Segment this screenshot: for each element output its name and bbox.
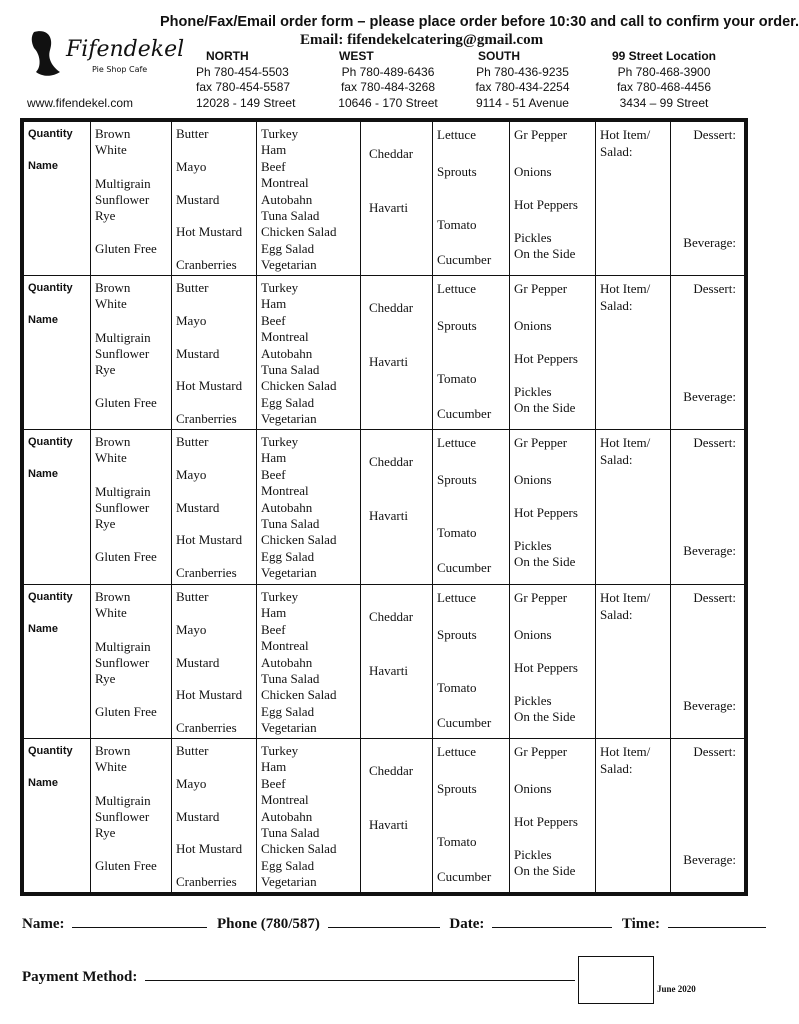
location-fax: fax 780-454-5587 [196, 80, 291, 94]
topping-hot-peppers: Hot Peppers [514, 813, 578, 829]
date-label: Date: [449, 916, 485, 932]
filling-vegetarian: Vegetarian [261, 411, 317, 427]
topping-onions: Onions [514, 626, 552, 642]
bread-brown: Brown [95, 588, 131, 604]
veg-lettuce: Lettuce [437, 589, 476, 605]
order-cell[interactable] [361, 430, 433, 584]
bread-gluten-free: Gluten Free [95, 857, 157, 873]
order-cell[interactable] [433, 738, 510, 892]
filling-vegetarian: Vegetarian [261, 719, 317, 735]
date-field[interactable] [492, 913, 612, 928]
bread-gluten-free: Gluten Free [95, 549, 157, 565]
topping-on-the-side: On the Side [514, 246, 576, 261]
veg-sprouts: Sprouts [437, 164, 477, 179]
bread-gluten-free: Gluten Free [95, 241, 157, 256]
filling-ham: Ham [261, 604, 287, 620]
beverage-label: Beverage: [683, 389, 736, 405]
order-cell[interactable] [510, 276, 596, 430]
bread-rye: Rye [95, 824, 116, 840]
bread-sunflower: Sunflower [95, 192, 150, 207]
veg-sprouts: Sprouts [437, 318, 477, 334]
location-name: WEST [339, 49, 374, 63]
cheese-havarti: Havarti [369, 508, 408, 524]
filling-beef: Beef [261, 313, 286, 329]
topping-gr-pepper: Gr Pepper [514, 589, 568, 605]
order-form-table [20, 118, 748, 896]
order-cell[interactable] [671, 738, 745, 892]
topping-onions: Onions [514, 780, 552, 796]
topping-gr-pepper: Gr Pepper [514, 435, 568, 451]
order-row [24, 430, 745, 584]
spread-hot-mustard: Hot Mustard [176, 840, 243, 856]
filling-egg-salad: Egg Salad [261, 395, 315, 411]
time-label: Time: [621, 916, 660, 932]
location-address: 10646 - 170 Street [338, 95, 438, 110]
spread-mayo: Mayo [176, 159, 207, 174]
location-fax: fax 780-468-4456 [616, 80, 712, 94]
veg-lettuce: Lettuce [437, 743, 476, 759]
spread-mustard: Mustard [176, 192, 220, 207]
catering-email: Email: fifendekelcatering@gmail.com [300, 32, 544, 48]
bread-brown: Brown [95, 280, 131, 296]
order-cell[interactable] [172, 584, 257, 738]
beverage-label: Beverage: [683, 543, 736, 559]
order-cell[interactable] [257, 430, 361, 584]
bread-multigrain: Multigrain [95, 176, 151, 191]
bread-brown: Brown [95, 126, 131, 141]
form-revision-date: June 2020 [657, 984, 696, 994]
filling-turkey: Turkey [261, 126, 299, 141]
location-address: 9114 - 51 Avenue [476, 95, 569, 110]
topping-on-the-side: On the Side [514, 708, 576, 724]
filling-ham: Ham [261, 296, 287, 312]
bread-rye: Rye [95, 362, 116, 378]
order-cell[interactable] [257, 276, 361, 430]
topping-gr-pepper: Gr Pepper [514, 281, 568, 297]
spread-mustard: Mustard [176, 500, 220, 516]
filling-chicken-salad: Chicken Salad [261, 532, 337, 548]
topping-pickles: Pickles [514, 846, 552, 862]
name-label: Name [28, 160, 58, 172]
topping-hot-peppers: Hot Peppers [514, 351, 578, 367]
veg-tomato: Tomato [437, 833, 477, 849]
topping-pickles: Pickles [514, 692, 552, 708]
filling-autobahn: Autobahn [261, 192, 313, 207]
order-cell[interactable] [510, 738, 596, 892]
filling-autobahn: Autobahn [261, 346, 313, 362]
hot-item-label: Hot Item/ [600, 281, 651, 297]
location-phone: Ph 780-454-5503 [196, 64, 289, 79]
location-phone: Ph 780-436-9235 [476, 64, 569, 79]
filling-chicken-salad: Chicken Salad [261, 224, 337, 239]
order-cell[interactable] [433, 276, 510, 430]
filling-chicken-salad: Chicken Salad [261, 840, 337, 856]
topping-pickles: Pickles [514, 384, 552, 400]
order-cell[interactable] [91, 122, 172, 276]
veg-cucumber: Cucumber [437, 560, 492, 576]
beverage-label: Beverage: [683, 851, 736, 867]
bread-white: White [95, 604, 127, 620]
bread-sunflower: Sunflower [95, 500, 150, 516]
order-row [24, 122, 745, 276]
quantity-label: Quantity [28, 744, 73, 757]
phone-label: Phone (780/587) [216, 916, 320, 932]
veg-cucumber: Cucumber [437, 406, 492, 422]
name-label: Name: [22, 916, 65, 932]
bread-sunflower: Sunflower [95, 654, 150, 670]
hot-item-label: Hot Item/ [600, 743, 651, 759]
order-cell[interactable] [671, 584, 745, 738]
filling-chicken-salad: Chicken Salad [261, 378, 337, 394]
beverage-label: Beverage: [683, 697, 736, 713]
quantity-label: Quantity [28, 436, 73, 449]
quantity-label: Quantity [28, 590, 73, 603]
location-north [196, 49, 296, 111]
filling-beef: Beef [261, 621, 286, 637]
filling-tuna-salad: Tuna Salad [261, 516, 320, 532]
filling-beef: Beef [261, 775, 286, 791]
location-fax: fax 780-434-2254 [475, 80, 570, 94]
filling-beef: Beef [261, 467, 286, 483]
time-field[interactable] [668, 913, 766, 928]
footer-name-row [22, 913, 766, 933]
filling-egg-salad: Egg Salad [261, 241, 315, 256]
veg-lettuce: Lettuce [437, 281, 476, 297]
bread-multigrain: Multigrain [95, 638, 151, 654]
spread-hot-mustard: Hot Mustard [176, 224, 243, 239]
veg-tomato: Tomato [437, 679, 477, 695]
beverage-label: Beverage: [683, 235, 736, 250]
filling-ham: Ham [261, 142, 287, 157]
order-cell[interactable] [172, 276, 257, 430]
salad-label: Salad: [600, 606, 633, 622]
filling-montreal: Montreal [261, 329, 309, 345]
order-cell[interactable] [257, 122, 361, 276]
filling-ham: Ham [261, 758, 287, 774]
name-label: Name [28, 776, 58, 789]
footer-payment-row [22, 966, 575, 986]
filling-tuna-salad: Tuna Salad [261, 824, 320, 840]
salad-label: Salad: [600, 452, 633, 468]
cheese-cheddar: Cheddar [369, 300, 414, 316]
spread-cranberries: Cranberries [176, 257, 237, 272]
filling-vegetarian: Vegetarian [261, 565, 317, 581]
filling-beef: Beef [261, 159, 286, 174]
order-cell[interactable] [24, 276, 91, 430]
location-phone: Ph 780-489-6436 [341, 64, 435, 79]
filling-tuna-salad: Tuna Salad [261, 208, 320, 223]
filling-autobahn: Autobahn [261, 654, 313, 670]
filling-chicken-salad: Chicken Salad [261, 686, 337, 702]
filling-vegetarian: Vegetarian [261, 873, 317, 889]
office-use-box[interactable] [578, 956, 654, 1004]
cheese-cheddar: Cheddar [369, 762, 414, 778]
order-cell[interactable] [91, 584, 172, 738]
spread-butter: Butter [176, 588, 209, 604]
order-cell[interactable] [257, 738, 361, 892]
filling-egg-salad: Egg Salad [261, 703, 315, 719]
filling-tuna-salad: Tuna Salad [261, 362, 320, 378]
order-cell[interactable] [433, 584, 510, 738]
topping-hot-peppers: Hot Peppers [514, 197, 578, 212]
location-name: NORTH [206, 49, 249, 63]
logo-wordmark: Fifendekel [66, 37, 185, 62]
dessert-label: Dessert: [693, 127, 736, 142]
dessert-label: Dessert: [693, 281, 736, 297]
order-row [24, 738, 745, 892]
filling-turkey: Turkey [261, 280, 299, 296]
order-cell[interactable] [361, 276, 433, 430]
order-cell[interactable] [596, 584, 671, 738]
cheese-havarti: Havarti [369, 200, 408, 215]
bread-brown: Brown [95, 434, 131, 450]
hot-item-label: Hot Item/ [600, 127, 651, 142]
spread-butter: Butter [176, 126, 209, 141]
topping-pickles: Pickles [514, 230, 552, 245]
topping-onions: Onions [514, 164, 552, 179]
spread-mustard: Mustard [176, 346, 220, 362]
cheese-havarti: Havarti [369, 816, 408, 832]
spread-butter: Butter [176, 742, 209, 758]
quantity-label: Quantity [28, 282, 73, 295]
location-name: 99 Street Location [611, 49, 717, 63]
filling-montreal: Montreal [261, 175, 309, 190]
bread-gluten-free: Gluten Free [95, 395, 157, 411]
order-cell[interactable] [510, 584, 596, 738]
name-label: Name [28, 314, 58, 327]
spread-hot-mustard: Hot Mustard [176, 532, 243, 548]
spread-mayo: Mayo [176, 467, 207, 483]
order-cell[interactable] [433, 430, 510, 584]
bread-multigrain: Multigrain [95, 330, 151, 346]
order-row [24, 276, 745, 430]
name-label: Name [28, 622, 58, 635]
bread-rye: Rye [95, 208, 116, 223]
veg-sprouts: Sprouts [437, 780, 477, 796]
spread-cranberries: Cranberries [176, 565, 237, 581]
order-cell[interactable] [596, 122, 671, 276]
order-cell[interactable] [510, 122, 596, 276]
filling-turkey: Turkey [261, 742, 299, 758]
spread-butter: Butter [176, 434, 209, 450]
bread-rye: Rye [95, 516, 116, 532]
veg-cucumber: Cucumber [437, 252, 492, 267]
hot-item-label: Hot Item/ [600, 589, 651, 605]
filling-egg-salad: Egg Salad [261, 857, 315, 873]
order-cell[interactable] [433, 122, 510, 276]
veg-sprouts: Sprouts [437, 626, 477, 642]
veg-lettuce: Lettuce [437, 435, 476, 451]
order-cell[interactable] [172, 738, 257, 892]
filling-montreal: Montreal [261, 637, 309, 653]
bread-multigrain: Multigrain [95, 792, 151, 808]
bread-white: White [95, 450, 127, 466]
salad-label: Salad: [600, 760, 633, 776]
spread-butter: Butter [176, 280, 209, 296]
bread-rye: Rye [95, 670, 116, 686]
fifendekel-logo [30, 28, 185, 88]
quantity-label: Quantity [28, 128, 73, 140]
spread-mayo: Mayo [176, 621, 207, 637]
cheese-cheddar: Cheddar [369, 146, 414, 161]
name-field[interactable] [72, 913, 207, 928]
filling-turkey: Turkey [261, 588, 299, 604]
topping-on-the-side: On the Side [514, 400, 576, 416]
veg-tomato: Tomato [437, 371, 477, 387]
salad-label: Salad: [600, 298, 633, 314]
order-cell[interactable] [91, 430, 172, 584]
order-cell[interactable] [24, 430, 91, 584]
order-cell[interactable] [671, 276, 745, 430]
spread-cranberries: Cranberries [176, 719, 237, 735]
order-cell[interactable] [91, 276, 172, 430]
spread-mustard: Mustard [176, 654, 220, 670]
filling-vegetarian: Vegetarian [261, 257, 317, 272]
bread-brown: Brown [95, 742, 131, 758]
phone-field[interactable] [328, 913, 440, 928]
dessert-label: Dessert: [693, 743, 736, 759]
topping-gr-pepper: Gr Pepper [514, 127, 568, 142]
dessert-label: Dessert: [693, 435, 736, 451]
order-cell[interactable] [257, 584, 361, 738]
topping-on-the-side: On the Side [514, 862, 576, 878]
hot-item-label: Hot Item/ [600, 435, 651, 451]
cheese-cheddar: Cheddar [369, 608, 414, 624]
order-cell[interactable] [596, 276, 671, 430]
spread-mayo: Mayo [176, 313, 207, 329]
filling-autobahn: Autobahn [261, 500, 313, 516]
name-label: Name [28, 468, 58, 481]
filling-ham: Ham [261, 450, 287, 466]
order-cell[interactable] [361, 584, 433, 738]
bread-white: White [95, 142, 127, 157]
veg-cucumber: Cucumber [437, 714, 492, 730]
topping-pickles: Pickles [514, 538, 552, 554]
order-cell[interactable] [24, 584, 91, 738]
payment-method-field[interactable] [145, 966, 575, 981]
location-phone: Ph 780-468-3900 [617, 64, 711, 79]
filling-tuna-salad: Tuna Salad [261, 670, 320, 686]
bread-sunflower: Sunflower [95, 346, 150, 362]
cheese-havarti: Havarti [369, 662, 408, 678]
topping-on-the-side: On the Side [514, 554, 576, 570]
topping-onions: Onions [514, 472, 552, 488]
order-cell[interactable] [361, 122, 433, 276]
order-cell[interactable] [596, 738, 671, 892]
cheese-cheddar: Cheddar [369, 454, 414, 470]
location-west [333, 49, 443, 111]
spread-mayo: Mayo [176, 775, 207, 791]
veg-sprouts: Sprouts [437, 472, 477, 488]
location-name: SOUTH [478, 49, 520, 63]
topping-onions: Onions [514, 318, 552, 334]
location-fax: fax 780-484-3268 [340, 80, 436, 94]
location-99-street [608, 49, 720, 111]
bread-multigrain: Multigrain [95, 484, 151, 500]
order-cell[interactable] [596, 430, 671, 584]
payment-method-label: Payment Method: [22, 969, 138, 985]
spread-hot-mustard: Hot Mustard [176, 686, 243, 702]
dessert-label: Dessert: [693, 589, 736, 605]
location-address: 12028 - 149 Street [196, 95, 296, 110]
order-cell[interactable] [172, 430, 257, 584]
order-cell[interactable] [671, 430, 745, 584]
spread-hot-mustard: Hot Mustard [176, 378, 243, 394]
veg-tomato: Tomato [437, 525, 477, 541]
spread-cranberries: Cranberries [176, 873, 237, 889]
topping-hot-peppers: Hot Peppers [514, 659, 578, 675]
filling-montreal: Montreal [261, 483, 309, 499]
form-instructions: Phone/Fax/Email order form – please place order before 10:30 and call to confirm your order. [160, 14, 799, 30]
order-cell[interactable] [172, 122, 257, 276]
filling-egg-salad: Egg Salad [261, 549, 315, 565]
filling-montreal: Montreal [261, 791, 309, 807]
location-address: 3434 – 99 Street [619, 95, 709, 110]
order-cell[interactable] [671, 122, 745, 276]
veg-lettuce: Lettuce [437, 127, 476, 142]
order-cell[interactable] [24, 122, 91, 276]
salad-label: Salad: [600, 144, 633, 159]
topping-gr-pepper: Gr Pepper [514, 743, 568, 759]
bread-white: White [95, 758, 127, 774]
website-link[interactable]: www.fifendekel.com [27, 96, 134, 110]
order-cell[interactable] [24, 738, 91, 892]
order-cell[interactable] [91, 738, 172, 892]
order-cell[interactable] [510, 430, 596, 584]
topping-hot-peppers: Hot Peppers [514, 505, 578, 521]
logo-subtext: Pie Shop Cafe [92, 65, 148, 74]
bread-gluten-free: Gluten Free [95, 703, 157, 719]
order-row [24, 584, 745, 738]
veg-cucumber: Cucumber [437, 868, 492, 884]
veg-tomato: Tomato [437, 217, 477, 232]
spread-mustard: Mustard [176, 808, 220, 824]
order-cell[interactable] [361, 738, 433, 892]
bread-sunflower: Sunflower [95, 808, 150, 824]
cheese-havarti: Havarti [369, 354, 408, 370]
bread-white: White [95, 296, 127, 312]
filling-turkey: Turkey [261, 434, 299, 450]
filling-autobahn: Autobahn [261, 808, 313, 824]
location-south [470, 49, 575, 111]
spread-cranberries: Cranberries [176, 411, 237, 427]
